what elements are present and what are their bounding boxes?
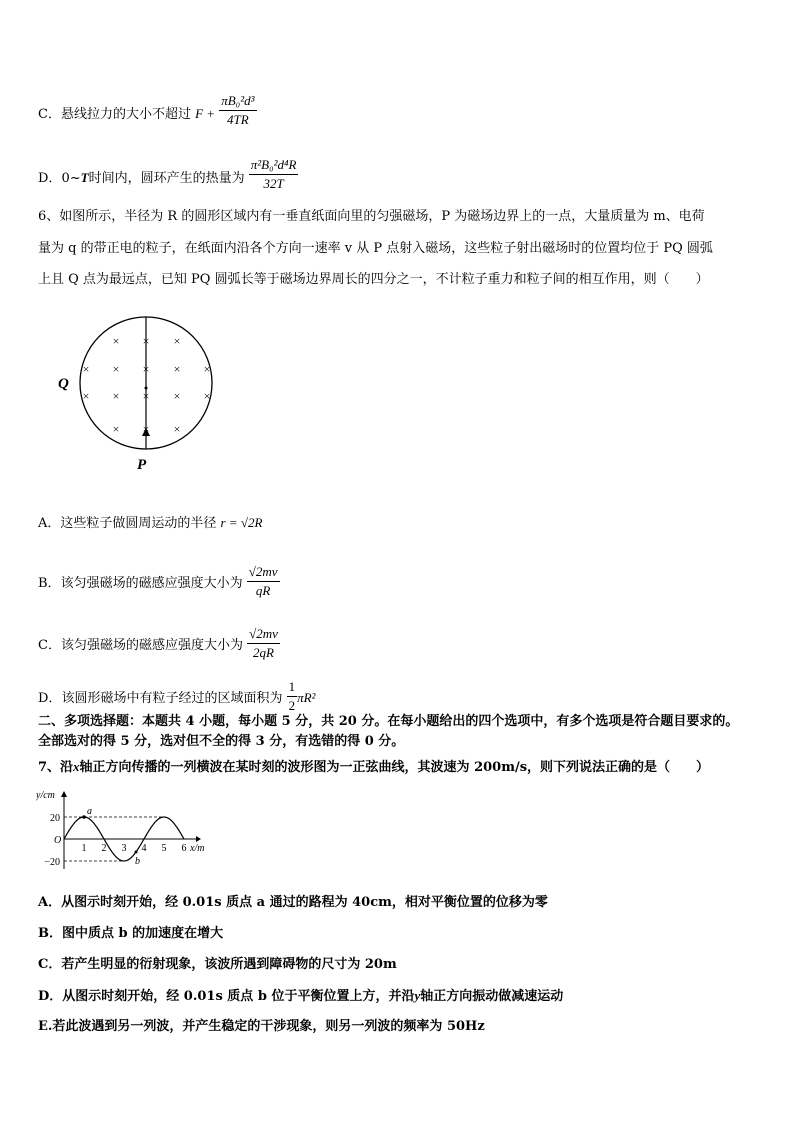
symbol-t: T — [80, 170, 89, 185]
origin-label: O — [54, 835, 62, 846]
q6-option-d — [38, 680, 315, 717]
y-tick-label: 20 — [50, 813, 60, 824]
option-text: 该匀强磁场的磁感应强度大小为 — [60, 576, 243, 591]
point-a-label: a — [87, 806, 92, 817]
x-tick-label: 2 — [101, 843, 107, 854]
option-label: D． — [38, 171, 62, 186]
field-cross: × — [112, 334, 120, 348]
x-tick-label: 4 — [141, 843, 147, 854]
q7-stem-b: 轴正方向传播的一列横波在某时刻的波形图为一正弦曲线，其波速为 200m/s，则下列说法正确的是（ ） — [79, 760, 710, 775]
y-axis-arrow — [61, 791, 67, 797]
y-axis-label: y/cm — [36, 790, 55, 801]
fraction-numerator: πB₀²d³ — [219, 92, 256, 111]
q6-option-a — [38, 514, 262, 533]
q7-option-a: A．从图示时刻开始，经 0.01s 质点 a 通过的路程为 40cm，相对平衡位置的位移为零 — [38, 895, 548, 910]
option-text: 这些粒子做圆周运动的半径 — [60, 516, 217, 531]
wave-curve-group — [64, 815, 184, 861]
q6-stem-line-1: 6、如图所示，半径为 R 的圆形区域内有一垂直纸面向里的匀强磁场，P 为磁场边界上的一点，大量质量为 m、电荷 — [38, 209, 705, 224]
x-tick-label: 1 — [81, 843, 87, 854]
section-2-line-2: 全部选对的得 5 分，选对但不全的得 3 分，有选错的得 0 分。 — [38, 734, 405, 749]
option-text-b: 时间内，圆环产生的热量为 — [88, 171, 245, 186]
q7-option-d-a: D．从图示时刻开始，经 0.01s 质点 b 位于平衡位置上方，并沿 — [38, 989, 415, 1004]
x-axis-arrow — [196, 836, 201, 842]
option-tail: πR² — [297, 690, 316, 705]
section-2-line-1: 二、多项选择题：本题共 4 小题，每小题 5 分，共 20 分。在每小题给出的四个选项中，有多个选项是符合题目要求的。 — [38, 714, 739, 729]
q6-stem-line-3: 上且 Q 点为最远点，已知 PQ 圆弧长等于磁场边界周长的四分之一，不计粒子重力和粒子间的相互作用，则（ ） — [38, 272, 709, 287]
fraction — [287, 678, 298, 715]
q7-option-b: B．图中质点 b 的加速度在增大 — [38, 926, 224, 941]
option-label: A． — [38, 516, 61, 531]
q7-option-d-b: 轴正方向振动做减速运动 — [420, 989, 564, 1004]
q7-option-c: C．若产生明显的衍射现象，该波所遇到障碍物的尺寸为 20m — [38, 957, 397, 972]
fraction — [249, 156, 299, 193]
option-label: B． — [38, 576, 61, 591]
field-cross: × — [203, 389, 211, 403]
x-tick-label: 5 — [161, 843, 167, 854]
fraction-denominator: 4TR — [227, 112, 249, 127]
q7-stem — [38, 758, 709, 777]
field-cross: × — [112, 389, 120, 403]
q6-option-c — [38, 627, 280, 664]
fraction-numerator: 1 — [287, 678, 298, 697]
option-formula: r = √2R — [220, 515, 263, 530]
option-text-a: 0~ — [61, 171, 81, 186]
fraction-numerator: √2mv — [247, 625, 280, 644]
field-cross: × — [112, 422, 120, 436]
field-cross: × — [142, 334, 150, 348]
label-q: Q — [58, 376, 69, 392]
field-cross: × — [142, 389, 150, 403]
field-cross: × — [173, 334, 181, 348]
q7-option-e: E.若此波遇到另一列波，并产生稳定的干涉现象，则另一列波的频率为 50Hz — [38, 1019, 485, 1034]
q7-stem-a: 7、沿 — [38, 760, 74, 775]
option-label: D． — [38, 691, 62, 706]
q7-option-d — [38, 987, 563, 1006]
option-text: 悬线拉力的大小不超过 — [60, 107, 191, 122]
field-cross: × — [173, 422, 181, 436]
fraction — [219, 92, 256, 129]
field-cross: × — [82, 362, 90, 376]
field-cross: × — [112, 362, 120, 376]
fraction-denominator: 2qR — [253, 645, 274, 660]
x-tick-label: 6 — [181, 843, 187, 854]
field-cross: × — [173, 389, 181, 403]
prev-option-c — [38, 93, 257, 133]
x-tick-label: 3 — [121, 843, 127, 854]
fraction-denominator: 2 — [288, 698, 296, 713]
field-cross: × — [82, 389, 90, 403]
label-p: P — [137, 457, 147, 473]
wave-labels — [36, 790, 204, 868]
fraction — [247, 625, 280, 662]
option-text: 该圆形磁场中有粒子经过的区域面积为 — [61, 691, 283, 706]
prev-option-d — [38, 157, 298, 197]
field-cross: × — [142, 362, 150, 376]
q7-option-d-y: y — [414, 988, 421, 1003]
q6-option-b — [38, 565, 280, 602]
fraction-numerator: √2mv — [247, 563, 280, 582]
fraction — [247, 563, 280, 600]
field-cross: × — [173, 362, 181, 376]
y-tick-label: −20 — [44, 857, 60, 868]
wave-graph — [36, 788, 226, 878]
option-label: C． — [38, 638, 61, 653]
fraction-numerator: π²B₀²d⁴R — [249, 156, 299, 175]
fraction-denominator: 32T — [263, 176, 284, 191]
point-b-label: b — [135, 855, 140, 867]
q7-stem-x: x — [73, 759, 80, 774]
field-cross: × — [203, 362, 211, 376]
magnetic-field-figure — [50, 310, 230, 480]
q6-stem-line-2: 量为 q 的带正电的粒子，在纸面内沿各个方向一速率 v 从 P 点射入磁场，这些粒子射出磁场时的位置均位于 PQ 圆弧 — [38, 241, 713, 256]
point-b-dot — [135, 850, 138, 853]
x-axis-label: x/m — [190, 843, 205, 854]
option-label: C． — [38, 107, 61, 122]
point-a-dot — [82, 815, 86, 819]
field-cross: × — [142, 422, 150, 436]
option-text: 该匀强磁场的磁感应强度大小为 — [60, 638, 243, 653]
formula-lead: F + — [195, 106, 216, 121]
fraction-denominator: qR — [255, 583, 271, 598]
